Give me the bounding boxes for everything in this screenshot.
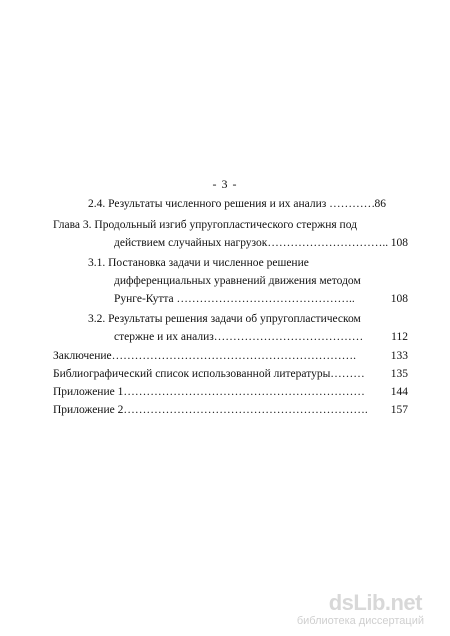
watermark-subtitle: библиотека диссертаций bbox=[296, 615, 424, 627]
toc-entry-conclusion-page: 133 bbox=[390, 350, 408, 362]
toc-entry-2-4-line-1: 2.4. Результаты численного решения и их анализ ………… bbox=[88, 198, 376, 210]
toc-entry-3-1-page: 108 bbox=[390, 293, 408, 305]
toc-entry-conclusion: Заключение………………………………………………………. bbox=[53, 350, 357, 362]
toc-entry-3-2-page: 112 bbox=[391, 331, 408, 343]
toc-entry-2-4-page: 86 bbox=[374, 198, 386, 210]
watermark bbox=[278, 590, 428, 630]
toc-entry-3-1-line-2: дифференциальных уравнений движения методом bbox=[114, 275, 361, 287]
watermark-logo: dsLib.net bbox=[328, 590, 422, 615]
toc-entry-chapter-3-page: 108 bbox=[390, 237, 408, 249]
toc-entry-3-1-line-1: 3.1. Постановка задачи и численное решение bbox=[88, 257, 309, 269]
page-number: - 3 - bbox=[212, 177, 238, 191]
toc-entry-chapter-3-line-1: Глава 3. Продольный изгиб упругопластического стержня под bbox=[53, 219, 357, 231]
toc-entry-appendix-2: Приложение 2………………………………………………………. bbox=[53, 404, 368, 416]
toc-entry-appendix-2-page: 157 bbox=[390, 404, 408, 416]
toc-entry-bibliography: Библиографический список использованной литературы……… bbox=[53, 368, 365, 380]
toc-entry-appendix-1-page: 144 bbox=[390, 386, 408, 398]
toc-entry-chapter-3-line-2: действием случайных нагрузок………………………….. bbox=[114, 237, 389, 249]
toc-entry-3-2-line-1: 3.2. Результаты решения задачи об упругопластическом bbox=[88, 313, 361, 325]
toc-entry-bibliography-page: 135 bbox=[390, 368, 408, 380]
toc-entry-appendix-1: Приложение 1……………………………………………………… bbox=[53, 386, 365, 398]
toc-entry-3-1-line-3: Рунге-Кутта ……………………………………….. bbox=[114, 293, 355, 305]
toc-entry-3-2-line-2: стержне и их анализ………………………………… bbox=[114, 331, 364, 343]
